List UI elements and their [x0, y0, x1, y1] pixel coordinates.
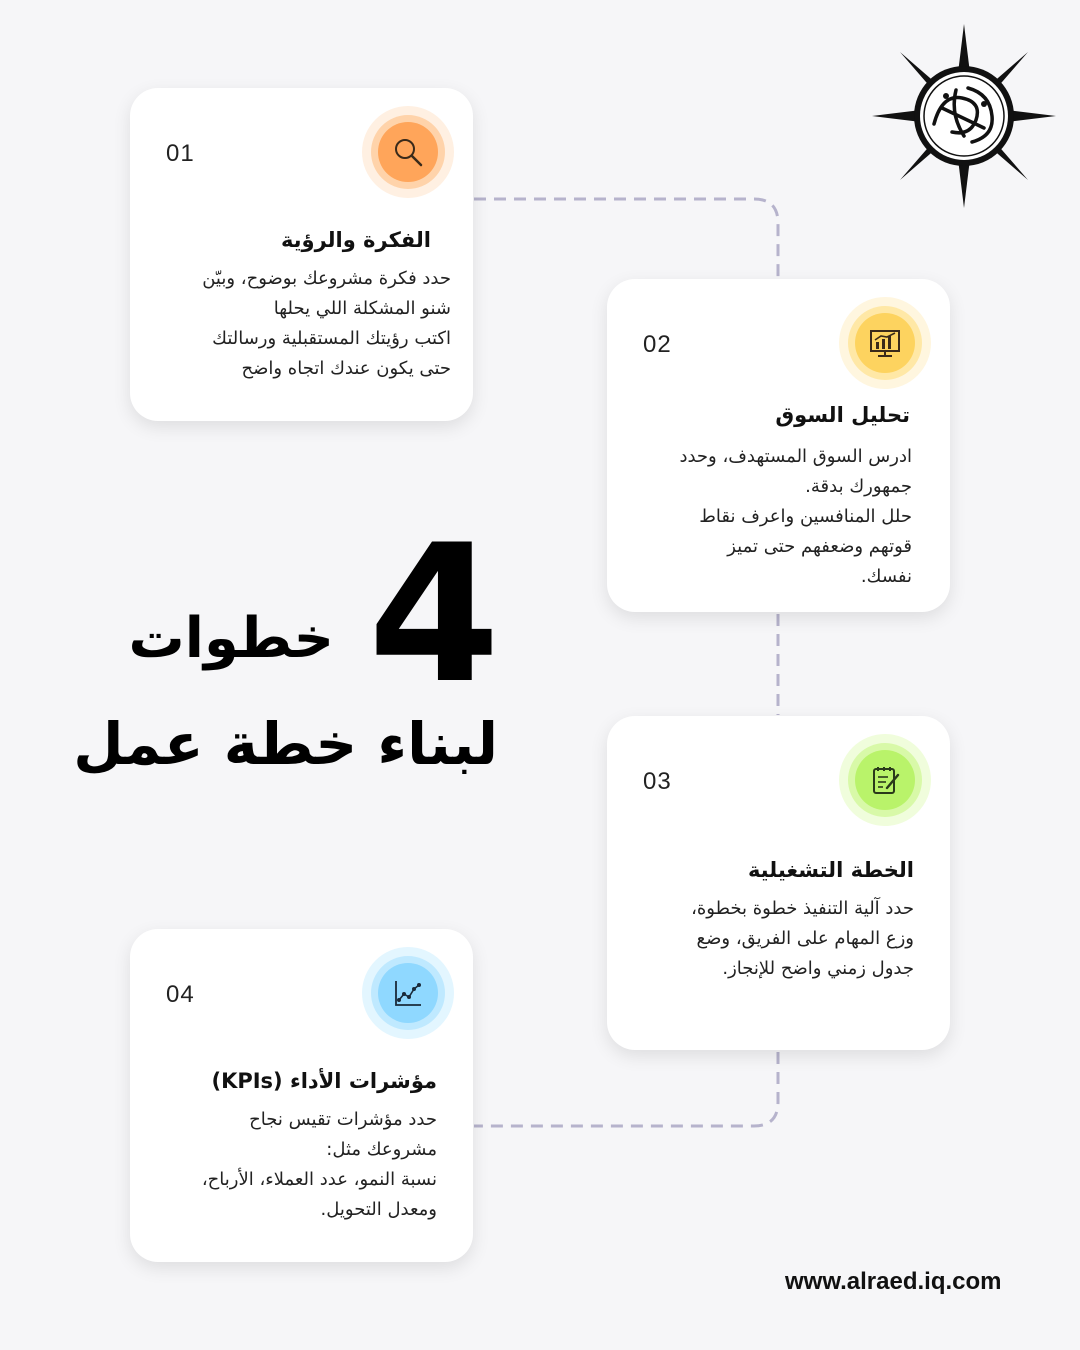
- step-description-line: حتى يكون عندك اتجاه واضح: [241, 358, 451, 379]
- step-number: 04: [166, 981, 195, 1008]
- step-description: [634, 894, 914, 984]
- step-description-line: نسبة النمو، عدد العملاء، الأرباح،: [201, 1169, 437, 1190]
- market-chart-icon: [867, 325, 903, 361]
- magnifier-icon: [391, 135, 425, 169]
- step-description-line: حدد آلية التنفيذ خطوة بخطوة،: [691, 898, 914, 919]
- website-link[interactable]: www.alraed.iq.com: [785, 1268, 1002, 1295]
- step-icon-badge: [839, 734, 931, 826]
- step-title: الخطة التشغيلية: [747, 858, 914, 882]
- step-description-line: حدد فكرة مشروعك بوضوح، وبيّن: [202, 268, 451, 289]
- step-card-4: [130, 929, 473, 1262]
- step-description: [147, 1105, 437, 1225]
- step-description-line: شنو المشكلة اللي يحلها: [273, 298, 451, 319]
- notepad-icon: [868, 763, 902, 797]
- step-title: مؤشرات الأداء (KPIs): [211, 1069, 437, 1093]
- step-description-line: حلل المنافسين واعرف نقاط: [699, 506, 912, 527]
- step-description-line: قوتهم وضعفهم حتى تميز: [727, 536, 912, 557]
- step-card-2: [607, 279, 950, 612]
- compass-calligraphy-logo: [872, 24, 1056, 208]
- headline-number: 4: [368, 504, 501, 725]
- step-description-line: جمهورك بدقة.: [805, 476, 912, 497]
- line-graph-icon: [391, 976, 425, 1010]
- step-icon-badge: [362, 947, 454, 1039]
- step-description-line: اكتب رؤيتك المستقبلية ورسالتك: [212, 328, 451, 349]
- step-description: [151, 264, 451, 384]
- step-description-line: حدد مؤشرات تقيس نجاح: [249, 1109, 437, 1130]
- step-card-1: [130, 88, 473, 421]
- step-description: [640, 442, 912, 592]
- step-description-line: جدول زمني واضح للإنجاز.: [722, 958, 914, 979]
- headline-line-2: لبناء خطة عمل: [73, 710, 498, 778]
- step-description-line: مشروعك مثل:: [326, 1139, 437, 1160]
- step-number: 02: [643, 331, 672, 358]
- step-description-line: نفسك.: [860, 566, 912, 587]
- step-description-line: وزع المهام على الفريق، وضع: [696, 928, 914, 949]
- step-number: 03: [643, 768, 672, 795]
- step-number: 01: [166, 140, 195, 167]
- step-title: تحليل السوق: [775, 403, 910, 427]
- headline-line-1: خطوات: [128, 606, 334, 671]
- step-description-line: ومعدل التحويل.: [320, 1199, 437, 1220]
- step-description-line: ادرس السوق المستهدف، وحدد: [679, 446, 912, 467]
- step-icon-badge: [839, 297, 931, 389]
- step-icon-badge: [362, 106, 454, 198]
- step-card-3: [607, 716, 950, 1050]
- step-title: الفكرة والرؤية: [280, 228, 431, 252]
- brand-logo: [872, 24, 1056, 208]
